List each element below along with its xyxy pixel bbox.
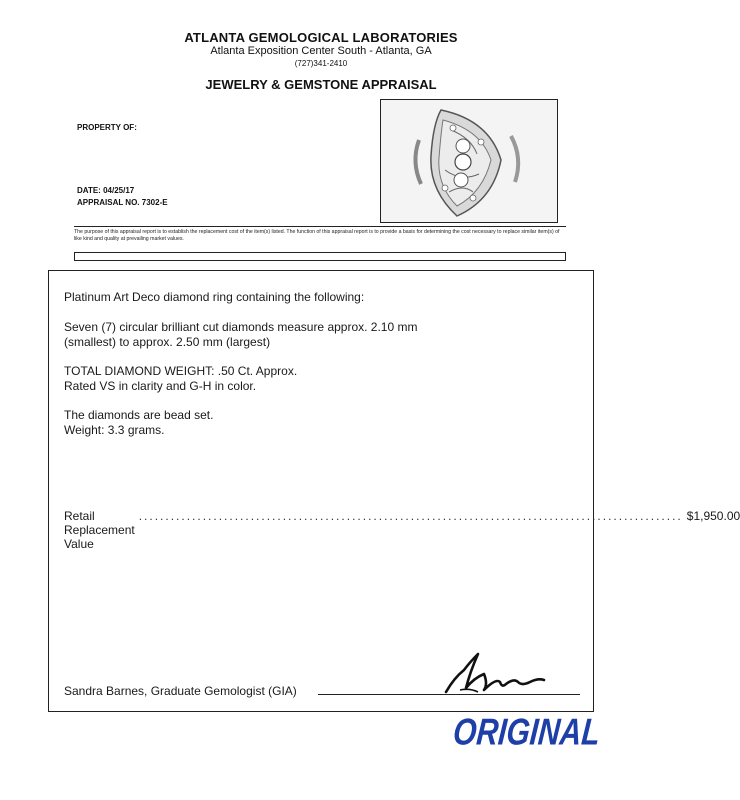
diamond-weight-grade — [64, 364, 297, 394]
total-weight-line: TOTAL DIAMOND WEIGHT: .50 Ct. Approx. — [64, 364, 298, 378]
signer-name: Sandra Barnes, Graduate Gemologist (GIA) — [64, 684, 297, 698]
original-stamp: ORIGINAL — [451, 712, 602, 754]
appraisal-number-line — [77, 198, 168, 207]
retail-value-label: Retail Replacement Value — [64, 509, 135, 551]
lab-phone: (727)341-2410 — [294, 59, 348, 68]
document-title: JEWELRY & GEMSTONE APPRAISAL — [205, 77, 437, 92]
date-label: DATE: — [77, 186, 101, 195]
leader-dots: ...................................................................................................... — [138, 509, 683, 523]
lab-name: ATLANTA GEMOLOGICAL LABORATORIES — [184, 30, 458, 45]
clarity-color-line: Rated VS in clarity and G-H in color. — [64, 379, 257, 393]
diamond-measurements — [64, 320, 417, 350]
diamond-measurements-line2: (smallest) to approx. 2.50 mm (largest) — [64, 335, 271, 349]
retail-value-row — [64, 509, 740, 551]
appraisal-number-label: APPRAISAL NO. — [77, 198, 140, 207]
retail-value-amount: $1,950.00 — [686, 509, 740, 523]
setting-line: The diamonds are bead set. — [64, 408, 214, 422]
setting-details — [64, 408, 213, 438]
date-line — [77, 186, 134, 195]
item-description-intro: Platinum Art Deco diamond ring containing the following: — [64, 290, 365, 304]
blank-field-box — [74, 252, 566, 261]
ring-image-icon — [381, 100, 557, 222]
diamond-measurements-line1: Seven (7) circular brilliant cut diamonds measure approx. 2.10 mm — [64, 320, 418, 334]
date-value: 04/25/17 — [103, 186, 135, 195]
metal-weight-line: Weight: 3.3 grams. — [64, 423, 165, 437]
appraisal-number-value: 7302-E — [141, 198, 168, 207]
ring-photo — [380, 99, 558, 223]
property-of-label: PROPERTY OF: — [77, 123, 137, 132]
purpose-statement: The purpose of this appraisal report is to establish the replacement cost of the item(s) listed. The function of this appraisal report is to provide a basis for determining the cost necessary to replace similar item(s) of like kind and quality at prevailing market values. — [74, 229, 560, 242]
lab-address: Atlanta Exposition Center South - Atlanta, GA — [210, 45, 432, 57]
signature-line — [318, 694, 580, 695]
divider — [74, 226, 566, 227]
